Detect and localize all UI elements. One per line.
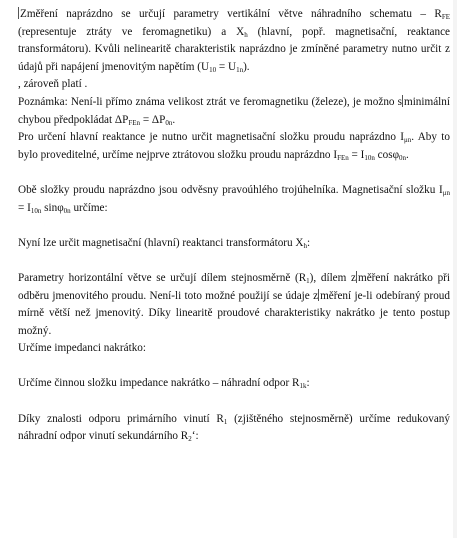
- paragraph-note: Poznámka: Není-li přímo známa velikost ztrát ve feromagnetiku (železe), je možno s minimální chybou předpokládat $\Delta P_{FEn} = \Delta P_{0n}$.: [18, 95, 450, 127]
- blank-line: [18, 393, 450, 411]
- paragraph-horizontal-branch: Parametry horizontální větve se určují dílem stejnosměrně $(R_1)$, dílem z měření nakrátko při odběru jmenovitého proudu. Není-li toto možné použijí se údaje z měření je-li odebíraný proud mírně větší než jmenovitý. Díky linearitě proudové charakteristiky nakrátko je tento postup možný.: [18, 271, 450, 337]
- document-page[interactable]: [12, 0, 452, 538]
- page-right-edge: [453, 0, 457, 538]
- paragraph-active-component: Určíme činnou složku impedance nakrátko – náhradní odpor $R_{1k}$:: [18, 377, 310, 391]
- paragraph-short-circuit-impedance: Určíme impedanci nakrátko:: [18, 342, 146, 355]
- text-cursor: [356, 271, 357, 283]
- paragraph-also-holds: , zároveň platí .: [18, 78, 88, 91]
- paragraph-main-reactance: Pro určení hlavní reaktance je nutno určit magnetisační složku proudu naprázdno $I_{\mu n}$. Aby to bylo proveditelné, určíme nejprve ztrátovou složku proudu naprázdno $I_{FEn} = I_{10n}$ cosφ$_{0n}$.: [18, 131, 450, 162]
- paragraph-current-components: Obě složky proudu naprázdno jsou odvěsny pravoúhlého trojúhelníka. Magnetisační složku $I_{\mu n} = I_{10n}$ sinφ$_{0n}$ určíme:: [18, 183, 450, 215]
- page-left-margin: [0, 0, 12, 538]
- blank-line: [18, 164, 450, 182]
- paragraph-secondary-resistance: Díky znalosti odporu primárního vinutí $R_1$ (zjištěného stejnosměrně) určíme redukovaný náhradní odpor vinutí sekundárního $R_2‘$:: [18, 412, 450, 444]
- text-cursor: [18, 7, 19, 19]
- text-cursor: [402, 95, 403, 107]
- paragraph-open-circuit-test: Změření naprázdno se určují parametry vertikální větve náhradního schematu – $R_{FE}$ (representuje ztráty ve feromagnetiku) a $X_h$ (hlavní, popř. magnetisační, reaktance transformátoru). Kvůli nelinearitě charakteristik naprázdno je zmíněné parametry nutno určit z údajů při napájení jmenovitým napětím $(U_{10} = U_{1n})$.: [18, 8, 451, 74]
- blank-line: [18, 217, 450, 235]
- text-cursor: [318, 289, 319, 301]
- blank-line: [18, 252, 450, 270]
- blank-line: [18, 358, 450, 376]
- paragraph-magnetising-reactance: Nyní lze určit magnetisační (hlavní) reaktanci transformátoru $X_h$:: [18, 236, 311, 250]
